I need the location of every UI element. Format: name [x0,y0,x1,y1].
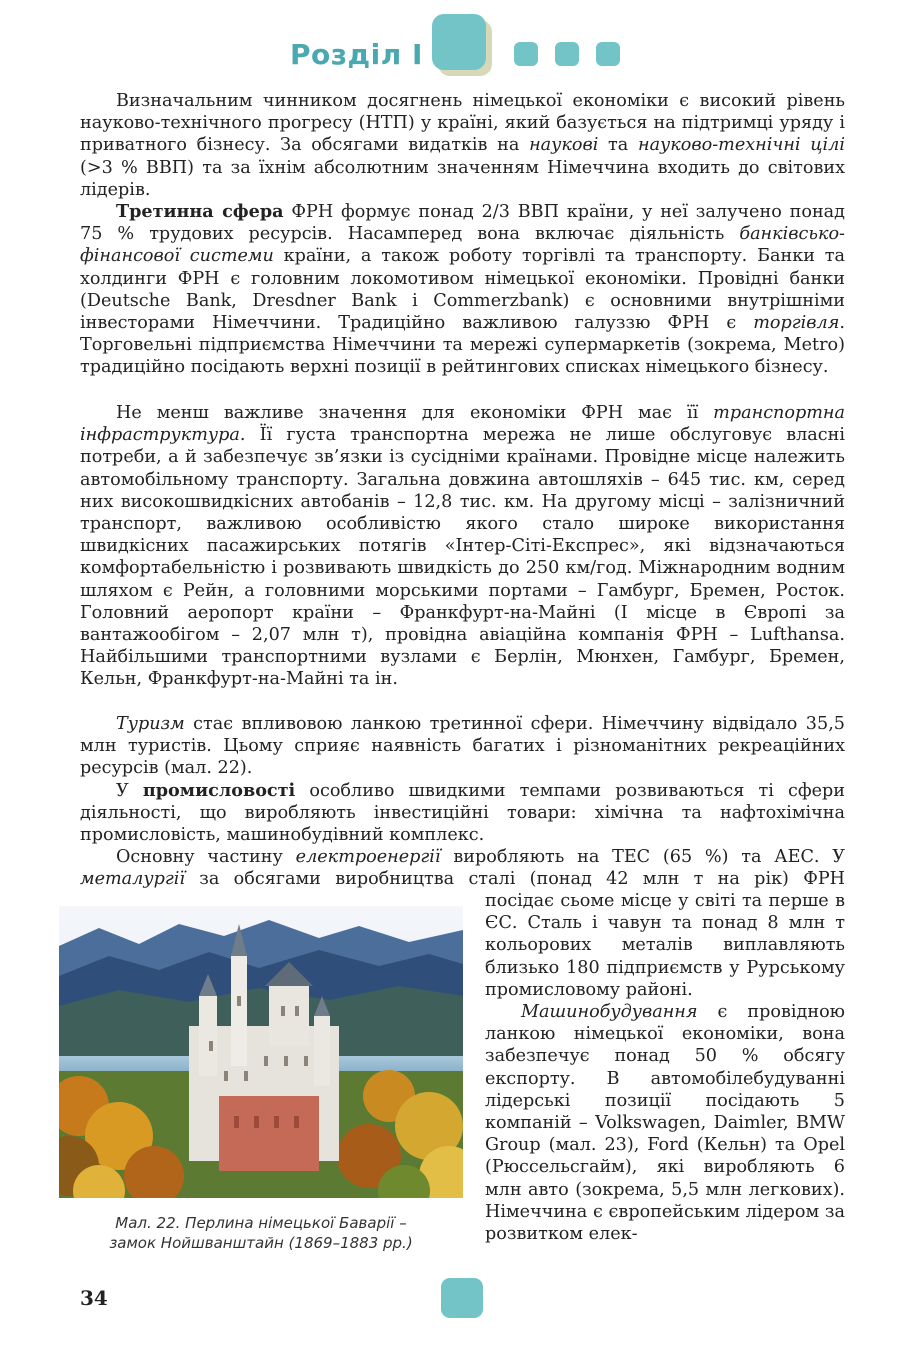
text: за обсягами виробництва сталі (понад 42 млн т на рік) ФРН [185,869,845,890]
emphasis: науково-технічні цілі [637,135,845,156]
paragraph-tourism [80,713,845,780]
paragraph-metallurgy-cont: посідає сьоме місце у світі та перше в ЄС. Сталь і чавун та понад 8 млн т кольорових металів виплавляють близько 180 підприємств у Рурському промисловому районі. [485,891,845,1000]
text: країни, а також роботу торгівлі та транспорту. Банки та холдинги ФРН є головним локомотивом німецької економіки. Провідні банки (Deutsche Bank, Dresdner Bank і Commerzbank) є основними внутрішніми інвесторами Німеччини. Традиційно важливою галуззю ФРН є [80,246,845,334]
text: та [598,135,638,156]
term: промисловості [142,780,296,801]
castle-photo [59,906,463,1198]
emphasis: наукові [529,135,599,156]
text: особливо швидкими темпами розвиваються ті сфери діяльності, що виробляють інвестиційні товари: хімічна та нафтохімічна промисловість, машинобудівний комплекс. [80,781,845,846]
paragraph-energy [80,846,845,890]
decor-square [555,42,579,66]
emphasis: банківсько-фінансової системи [80,224,845,267]
page-tab-marker [441,1278,483,1318]
text: стає впливовою ланкою третинної сфери. Німеччину відвідало 35,5 млн туристів. Цьому сприяє наявність багатих і різноманітних рекреаційних ресурсів (мал. 22). [80,714,845,779]
text: . Торговельні підприємства Німеччини та мережі супермаркетів (зокрема, Metro) традиційно посідають верхні позиції в рейтингових списках німецького бізнесу. [80,313,845,378]
section-tab-marker [432,14,486,70]
text: є провідною ланкою німецької економіки, вона забезпечує понад 50 % обсягу експорту. В автомобілебудуванні лідерські позиції посідають 5 компаній – Volkswagen, Daimler, BMW Group (мал. 23), Ford (Кельн) та Opel (Рюссельсгайм), які виробляють 6 млн авто (зокрема, 5,5 млн легкових). Німеччина є європейським лідером за розвитком елек- [485,1002,845,1245]
paragraph-tertiary-sector [80,201,845,379]
paragraph-machinery [485,1001,845,1245]
emphasis: транспортна інфраструктура [80,403,845,446]
text: виробляють на ТЕС (65 %) та АЕС. У [440,847,845,867]
caption-line: Мал. 22. Перлина німецької Баварії – [115,1214,407,1232]
term: Третинна сфера [116,201,284,222]
section-title: Розділ I [290,38,423,71]
text: Не менш важливе значення для економіки ФРН має її [116,403,714,423]
emphasis: металургії [80,869,185,890]
caption-line: замок Нойшванштайн (1869–1883 рр.) [109,1234,413,1252]
text: У [116,781,143,801]
figure-caption [59,1213,463,1253]
text: ФРН формує понад 2/3 ВВП країни, у неї залучено понад 75 % трудових ресурсів. Насамперед вона включає діяльність [80,202,845,245]
page-number: 34 [80,1286,108,1310]
paragraph-industry [80,780,845,847]
decor-square [596,42,620,66]
decor-square [514,42,538,66]
paragraph-transport [80,402,845,691]
text: . Її густа транспортна мережа не лише обслуговує власні потреби, а й забезпечує зв’язки із сусідніми країнами. Провідне місце належить автомобільному транспорту. Загальна довжина автошляхів – 645 тис. км, серед них високошвидкісних автобанів – 12,8 тис. км. На другому місці – залізничний транспорт, важливою особливістю якого стало широке використання швидкісних пасажирських потягів «Інтер-Сіті-Експрес», які відзначаються комфортабельністю і розвивають швидкість до 250 км/год. Міжнародним водним шляхом є Рейн, а головними морськими портами – Гамбург, Бремен, Росток. Головний аеропорт країни – Франкфурт-на-Майні (І місце в Європі за вантажообігом – 2,07 млн т), провідна авіаційна компанія ФРН – Lufthansa. Найбільшими транспортними вузлами є Берлін, Мюнхен, Гамбург, Бремен, Кельн, Франкфурт-на-Майні та ін. [80,425,845,690]
paragraph-science [80,90,845,201]
text: Основну частину [116,847,296,867]
text: Визначальним чинником досягнень німецької економіки є високий рівень науково-технічного прогресу (НТП) у країні, який базується на підтримці уряду і приватного бізнесу. За обсягами видатків на [80,91,845,156]
text: (>3 % ВВП) та за їхнім абсолютним значенням Німеччина входить до світових лідерів. [80,157,845,200]
emphasis: Туризм [116,714,185,734]
emphasis: Машинобудування [521,1002,698,1022]
emphasis: торгівля [753,313,840,334]
emphasis: електроенергії [295,847,441,867]
